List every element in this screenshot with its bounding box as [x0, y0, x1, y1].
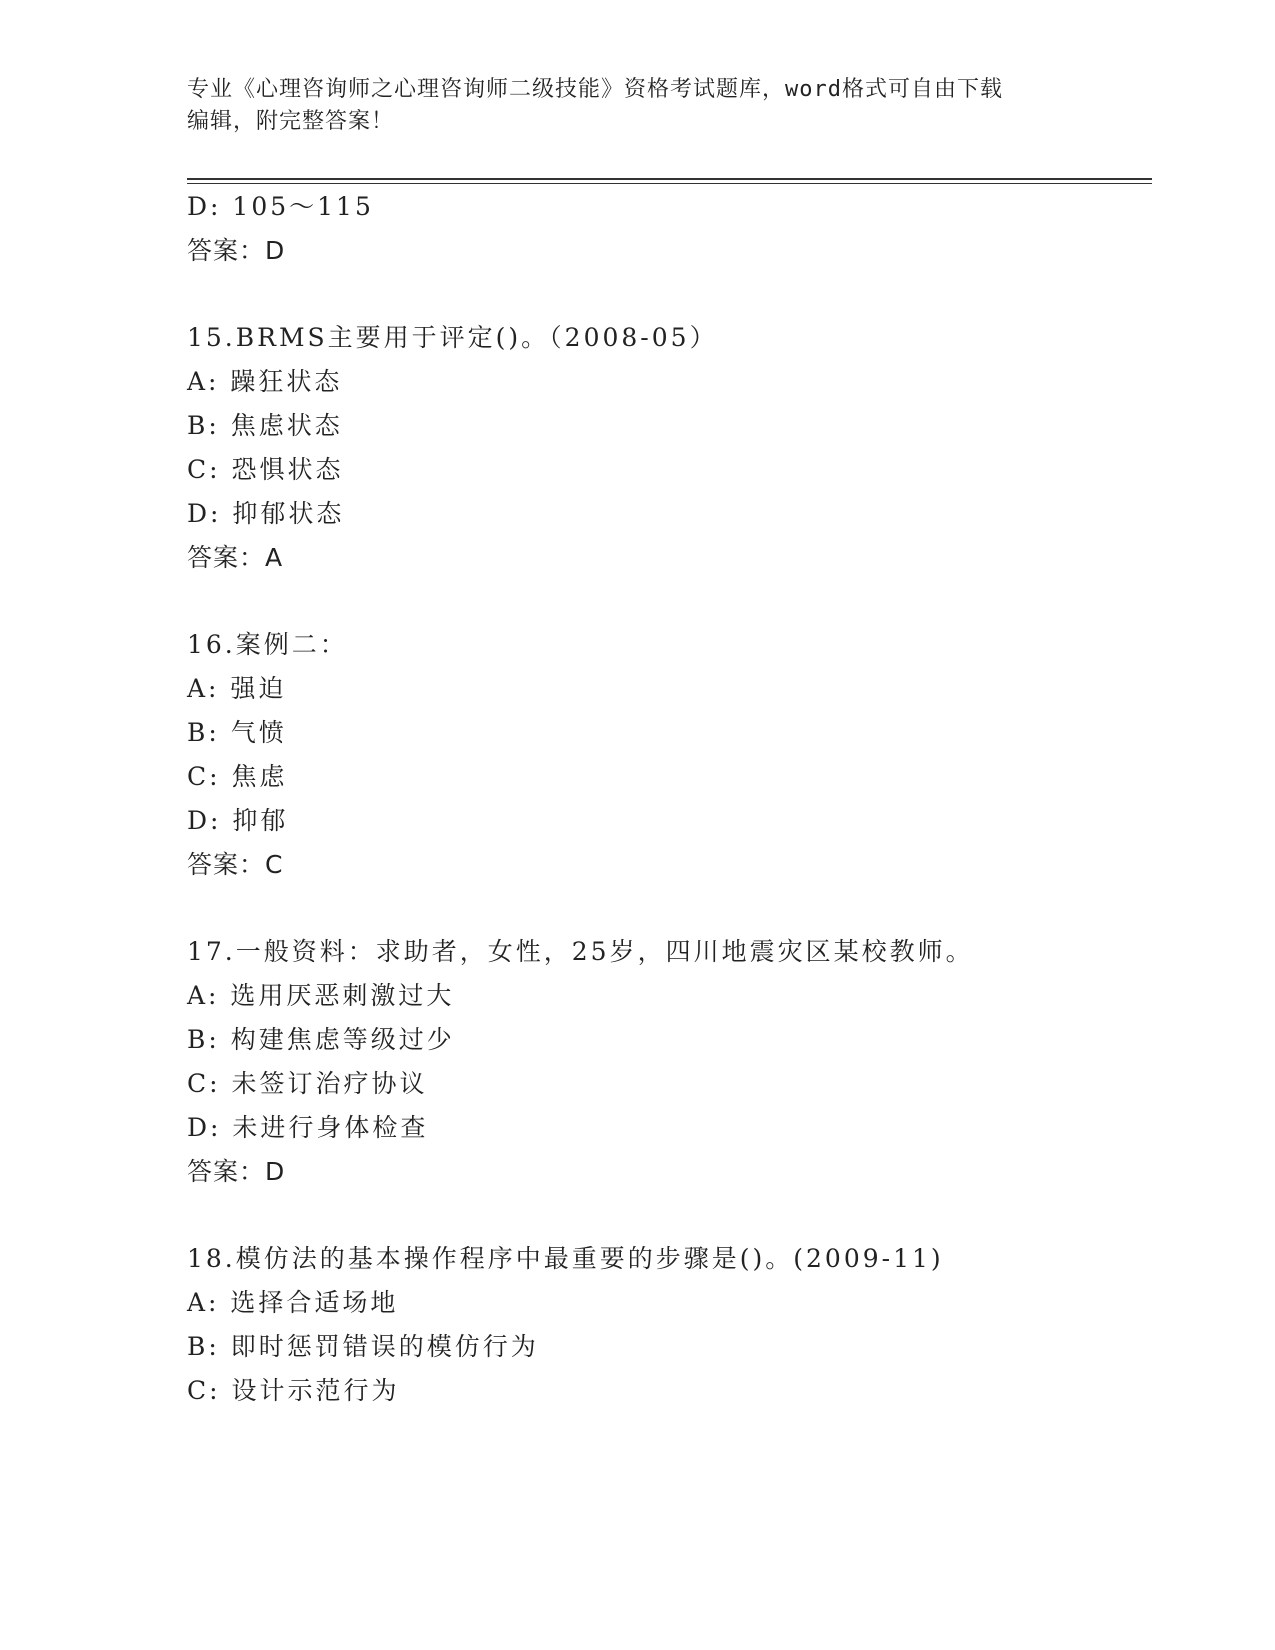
header-line-2: 编辑，附完整答案！ — [187, 109, 395, 134]
question-16-option-c: C: 焦虑 — [187, 762, 288, 791]
question-15-stem: 15.BRMS主要用于评定()。（2008-05） — [187, 323, 718, 352]
question-18-option-a: A: 选择合适场地 — [187, 1288, 399, 1317]
question-17-option-b: B: 构建焦虑等级过少 — [187, 1025, 455, 1054]
question-15-option-c: C: 恐惧状态 — [187, 455, 344, 484]
prev-option-d: D: 105～115 — [187, 192, 374, 221]
question-18-option-b: B: 即时惩罚错误的模仿行为 — [187, 1332, 539, 1361]
question-16-answer: 答案：C — [187, 850, 284, 879]
question-17-answer: 答案：D — [187, 1157, 286, 1186]
header-line-1: 专业《心理咨询师之心理咨询师二级技能》资格考试题库，word格式可自由下载 — [187, 77, 1003, 102]
question-15-option-b: B: 焦虑状态 — [187, 411, 343, 440]
question-17-option-c: C: 未签订治疗协议 — [187, 1069, 428, 1098]
question-18-option-c: C: 设计示范行为 — [187, 1376, 400, 1405]
question-15-option-a: A: 躁狂状态 — [187, 367, 343, 396]
question-16-option-b: B: 气愤 — [187, 718, 287, 747]
question-15-answer: 答案：A — [187, 543, 284, 572]
question-18-stem: 18.模仿法的基本操作程序中最重要的步骤是()。(2009-11) — [187, 1244, 944, 1273]
document-header — [187, 74, 1087, 138]
question-16-option-a: A: 强迫 — [187, 674, 287, 703]
question-17-option-d: D: 未进行身体检查 — [187, 1113, 429, 1142]
question-17-option-a: A: 选用厌恶刺激过大 — [187, 981, 455, 1010]
header-rule-thin — [187, 183, 1152, 184]
question-16-stem: 16.案例二： — [187, 630, 348, 659]
question-17-stem: 17.一般资料：求助者，女性，25岁，四川地震灾区某校教师。 — [187, 937, 974, 966]
header-rule-thick — [187, 178, 1152, 180]
question-15-option-d: D: 抑郁状态 — [187, 499, 345, 528]
question-16-option-d: D: 抑郁 — [187, 806, 289, 835]
prev-answer: 答案：D — [187, 236, 286, 265]
